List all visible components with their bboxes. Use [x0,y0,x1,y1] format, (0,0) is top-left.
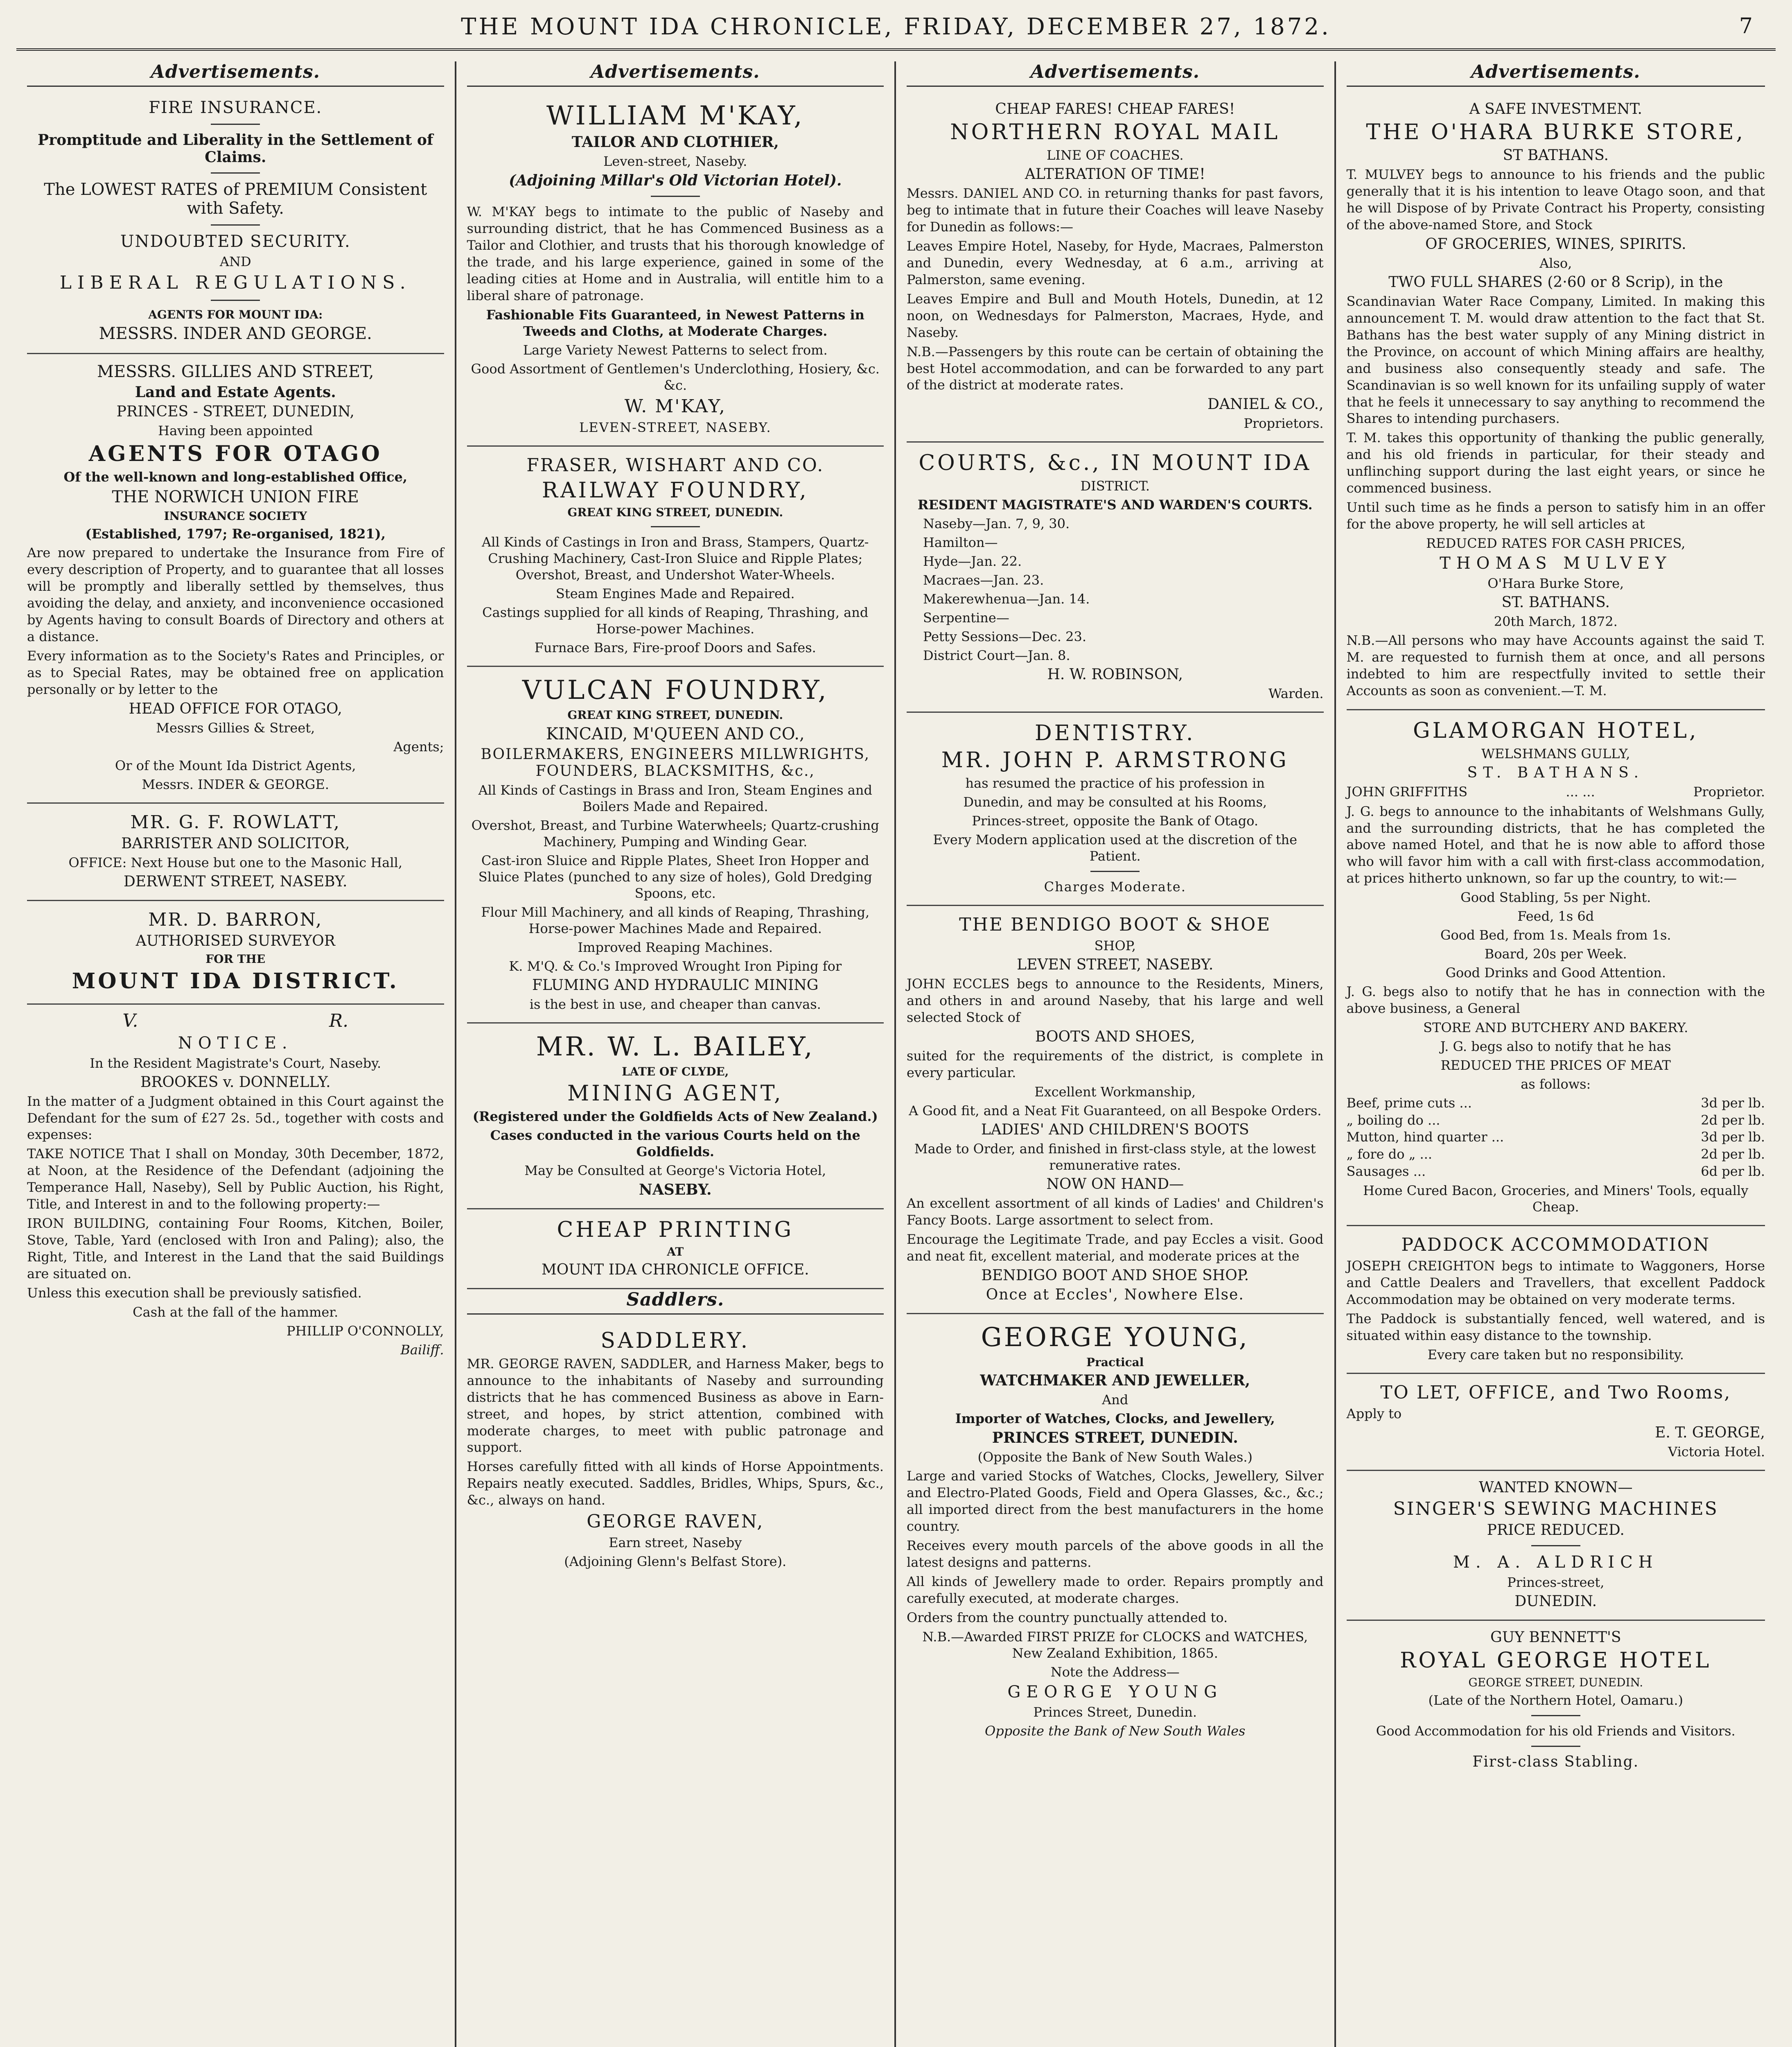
ad-body: Orders from the country punctually attended to. [907,1609,1228,1625]
ad-line: HEAD OFFICE FOR OTAGO, [129,700,342,717]
ad-body: Dunedin, and may be consulted at his Rooms, [963,794,1267,810]
ad-title: THE BENDIGO BOOT & SHOE [959,914,1271,935]
price-row [1347,1095,1765,1112]
ohara-burke-ad [1347,93,1765,710]
ad-line: AGENTS FOR OTAGO [88,441,382,466]
gillies-street-ad [27,354,444,804]
ad-title: FRASER, WISHART AND CO. [526,454,824,476]
price-value: 3d per lb. [1701,1129,1765,1145]
bendigo-ad [907,906,1324,1314]
price-item: „ boiling do ... [1346,1112,1440,1128]
ad-line: LEVEN STREET, NASEBY. [1017,956,1214,974]
ad-line: DANIEL & CO., [1207,396,1324,413]
ad-line: Or of the Mount Ida District Agents, [115,757,356,773]
columns [16,61,1776,2047]
ad-line: J. G. begs also to notify that he has [1440,1039,1671,1055]
ad-line: Once at Eccles', Nowhere Else. [986,1286,1244,1304]
separator [211,172,260,174]
paddock-ad [1347,1226,1765,1374]
ad-title: SINGER'S SEWING MACHINES [1393,1498,1718,1519]
ad-line: BOOTS AND SHOES, [1035,1028,1195,1046]
ad-line: (Opposite the Bank of New South Wales.) [977,1449,1253,1465]
ad-line: GUY BENNETT'S [1490,1629,1621,1646]
separator [211,224,260,226]
ad-line: MOUNT IDA DISTRICT. [72,968,399,994]
ad-line: AND [219,254,251,269]
ad-line: Warden. [1268,686,1324,702]
ad-line: LATE OF CLYDE, [622,1064,729,1078]
ad-line: Also, [1539,255,1572,271]
ad-line: WANTED KNOWN— [1478,1479,1633,1496]
ad-line: Promptitude and Liberality in the Settlement of Claims. [38,131,433,166]
ad-body: In the matter of a Judgment obtained in this Court against the Defendant for the sum of £27 2s. 5d., together with costs and expenses: [27,1093,444,1143]
ad-body: T. M. takes this opportunity of thanking the public generally, and his old friends in particular, for their steady and unflinching support during the last eight years, or since he commenced business. [1346,430,1765,496]
ad-line: ST. BATHANS. [1501,594,1610,611]
ad-line: Feed, 1s 6d [1517,908,1594,924]
ad-title: GEORGE YOUNG, [981,1322,1250,1353]
ad-line: GEORGE RAVEN, [587,1511,764,1532]
ad-line: DUNEDIN. [1514,1593,1597,1610]
ad-body: T. MULVEY begs to announce to his friends and the public generally that it is his intention to leave Otago soon, and that he will Dispose of by Private Contract his Property, consisting of the above-named Store, and Stock [1346,167,1765,233]
proprietor-line [1347,784,1765,801]
ad-line: BOILERMAKERS, ENGINEERS MILLWRIGHTS, FOUNDERS, BLACKSMITHS, &c., [481,746,870,779]
ad-title: ROYAL GEORGE HOTEL [1400,1648,1712,1673]
court-date: Hyde—Jan. 22. [923,554,1022,569]
ad-line: A SAFE INVESTMENT. [1469,101,1642,117]
ad-line: LEVEN-STREET, NASEBY. [579,419,772,435]
ad-line: H. W. ROBINSON, [1047,666,1183,683]
meat-price-list [1347,1095,1765,1180]
ad-body: FLUMING AND HYDRAULIC MINING [532,976,819,994]
ad-line: Good Drinks and Good Attention. [1445,965,1666,981]
ad-line: Note the Address— [1050,1664,1180,1680]
ad-line: OF GROCERIES, WINES, SPIRITS. [1425,235,1686,253]
ad-line: DISTRICT. [1080,478,1150,494]
ad-line: NOW ON HAND— [1046,1176,1184,1193]
ad-body: Are now prepared to undertake the Insurance from Fire of every description of Property, and to guarantee that all losses will be promptly and liberally settled by themselves, thus avoiding the delay, and anxiety, and inconvenience occasioned by Agents having to consult Boards of Directory and others at a distance. [27,545,444,644]
notice-ad [27,1005,444,1368]
column-1 [16,61,456,2047]
ad-title: NOTICE. [178,1033,293,1053]
ad-title: FIRE INSURANCE. [149,98,323,117]
ad-line: INSURANCE SOCIETY [164,509,307,523]
ad-body: IRON BUILDING, containing Four Rooms, Kitchen, Boiler, Stove, Table, Yard (enclosed with Iron and Paling); also, the Right, Title, and Interest in the Land that the said Buildings are situated on. [27,1216,444,1282]
ad-line: The LOWEST RATES of PREMIUM Consistent with Safety. [44,180,427,218]
ad-body: N.B.—Passengers by this route can be certain of obtaining the best Hotel accommodation, and can be forwarded to any part of the district at moderate rates. [907,343,1324,393]
ad-line: MR. JOHN P. ARMSTRONG [941,748,1289,773]
ad-body: J. G. begs also to notify that he has in connection with the above business, a General [1346,984,1765,1017]
separator [651,196,700,197]
ad-body: Scandinavian Water Race Company, Limited. In making this announcement T. M. would draw attention to the fact that St. Bathans has the best water supply of any Mining district in the Province, on account of which Mining affairs are healthy, and business also consequently steady and safe. The Scandinavian is so well known for its unfailing supply of water that he feels it unnecessary to say anything to recommend the Shares to intending purchasers. [1346,293,1765,427]
ad-line: Land and Estate Agents. [135,384,336,401]
ad-line: May be Consulted at George's Victoria Hotel, [524,1162,826,1178]
ad-body: N.B.—All persons who may have Accounts against the said T. M. are requested to furnish them at once, and all persons indebted to him are respectfully invited to settle their Accounts as soon as convenient.—T. M. [1346,633,1765,699]
ad-line: Castings supplied for all kinds of Reaping, Thrashing, and Horse-power Machines. [482,604,869,637]
ad-line: Made to Order, and finished in first-class style, at the lowest remunerative rates. [914,1141,1316,1173]
court-dates-list [907,515,1324,664]
rowlatt-ad [27,804,444,901]
ad-line: Apply to [1346,1405,1402,1421]
ad-line: Of the well-known and long-established Office, [63,469,407,485]
ad-line: Fashionable Fits Guaranteed, in Newest Patterns in Tweeds and Cloths, at Moderate Charges. [486,307,864,339]
ad-line: REDUCED THE PRICES OF MEAT [1440,1057,1671,1073]
ad-line: PRINCES - STREET, DUNEDIN, [116,403,354,420]
ad-line: LINE OF COACHES. [1046,147,1184,163]
ad-line: RAILWAY FOUNDRY, [542,478,809,503]
ad-line: GEORGE STREET, DUNEDIN. [1468,1675,1643,1689]
ad-line: (Established, 1797; Re-organised, 1821), [85,526,386,542]
ad-line: Excellent Workmanship, [1034,1084,1196,1100]
ad-line: Furnace Bars, Fire-proof Doors and Safes. [534,639,816,655]
ad-line: BROOKES v. DONNELLY. [140,1073,331,1091]
ad-line: (Late of the Northern Hotel, Oamaru.) [1428,1692,1684,1708]
ad-line: TWO FULL SHARES (2·60 or 8 Scrip), in the [1388,273,1723,291]
ad-line: THOMAS MULVEY [1440,554,1672,573]
ad-body: All kinds of Jewellery made to order. Repairs promptly and carefully executed, at moderate charges. [907,1573,1324,1606]
ad-line: FOR THE [205,952,266,966]
ad-body: Every information as to the Society's Rates and Principles, or as to Special Rates, may be obtained free on application personally or by letter to the [27,648,444,697]
column-4 [1336,61,1776,2047]
ad-line: Cash at the fall of the hammer. [133,1304,339,1320]
ad-line: Princes Street, Dunedin. [1033,1704,1197,1720]
ad-body: All Kinds of Castings in Iron and Brass, Stampers, Quartz-Crushing Machinery, Cast-Iron Sluice and Ripple Plates; Overshot, Breast, and Undershot Water-Wheels. [482,534,869,583]
ad-body: is the best in use, and cheaper than canvas. [529,996,821,1012]
ad-body: suited for the requirements of the district, is complete in every particular. [907,1048,1324,1081]
price-value: 3d per lb. [1701,1095,1765,1111]
court-date: District Court—Jan. 8. [923,648,1070,664]
ad-line: GEORGE YOUNG [1007,1682,1223,1701]
ad-line: N.B.—Awarded FIRST PRIZE for CLOCKS and WATCHES, New Zealand Exhibition, 1865. [922,1629,1308,1661]
separator [211,124,260,125]
separator [211,300,260,301]
ad-line: Princes-street, [1507,1574,1605,1590]
ad-body: Large and varied Stocks of Watches, Clocks, Jewellery, Silver and Electro-Plated Goods, Field and Opera Glasses, &c., &c.; all imported direct from the best manufacturers in the home country. [907,1468,1324,1534]
court-date: Petty Sessions—Dec. 23. [923,629,1086,645]
ad-body: Improved Reaping Machines. [578,939,773,955]
column-heading: Advertisements. [1347,61,1765,87]
ad-line: TAILOR AND CLOTHIER, [571,133,779,151]
ad-line: Victoria Hotel. [1668,1444,1765,1460]
dentistry-ad [907,713,1324,906]
separator [1531,1715,1580,1716]
ad-line: ST BATHANS. [1503,147,1609,164]
ad-line: Cases conducted in the various Courts held on the Goldfields. [490,1127,860,1159]
price-item: Beef, prime cuts ... [1346,1095,1472,1111]
column-heading: Advertisements. [907,61,1324,87]
cipher-r: R. [329,1010,349,1031]
ad-line: Good Bed, from 1s. Meals from 1s. [1440,927,1671,943]
ad-line: as follows: [1521,1076,1591,1092]
price-value: 2d per lb. [1701,1146,1765,1162]
ad-line: ST. BATHANS. [1467,764,1644,781]
ad-line: And [1102,1392,1128,1408]
ad-line: Practical [1086,1356,1144,1369]
ad-line: Board, 20s per Week. [1484,946,1627,962]
ad-line: GREAT KING STREET, DUNEDIN. [567,708,783,722]
fire-insurance-ad [27,93,444,354]
cheap-printing-ad [467,1209,884,1289]
ad-body: Encourage the Legitimate Trade, and pay Eccles a visit. Good and neat fit, excellent material, and moderate prices at the [907,1231,1324,1264]
ad-title: THE O'HARA BURKE STORE, [1366,120,1746,145]
ad-line: Charges Moderate. [1044,879,1186,895]
ad-body: has resumed the practice of his profession in [965,775,1265,791]
ad-body: JOSEPH CREIGHTON begs to intimate to Waggoners, Horse and Cattle Dealers and Travellers, that excellent Paddock Accommodation may be obtained on very moderate terms. [1346,1258,1765,1308]
top-rule [16,48,1776,51]
ad-line: W. M'KAY, [624,395,726,417]
ad-title: VULCAN FOUNDRY, [522,675,828,705]
ad-line: Having been appointed [158,423,313,438]
singer-ad [1347,1471,1765,1621]
ad-line: Steam Engines Made and Repaired. [555,585,795,601]
court-date: Naseby—Jan. 7, 9, 30. [923,516,1070,532]
column-3 [896,61,1336,2047]
ad-line: Bailiff. [400,1342,444,1358]
proprietor-dots: ... ... [1566,784,1595,800]
ad-line: Agents; [393,739,444,755]
ad-line: PRICE REDUCED. [1487,1521,1625,1539]
ad-line: MINING AGENT, [567,1081,783,1106]
ad-line: LADIES' AND CHILDREN'S BOOTS [981,1121,1249,1139]
ad-line: UNDOUBTED SECURITY. [120,232,351,251]
ad-line: CHEAP FARES! CHEAP FARES! [995,101,1235,117]
price-row [1347,1146,1765,1163]
ad-line: Large Variety Newest Patterns to select from. [523,342,828,358]
ad-line: First-class Stabling. [1472,1753,1639,1770]
glamorgan-hotel-ad [1347,710,1765,1226]
ad-title: COURTS, &c., IN MOUNT IDA [919,451,1312,476]
ad-line: Home Cured Bacon, Groceries, and Miners' Tools, equally Cheap. [1363,1183,1749,1215]
ad-line: LIBERAL REGULATIONS. [59,272,411,293]
ad-line: PHILLIP O'CONNOLLY, [286,1323,444,1339]
price-item: Sausages ... [1346,1163,1426,1179]
ad-line: WATCHMAKER AND JEWELLER, [980,1372,1250,1390]
ad-line: Proprietors. [1244,416,1324,432]
masthead-title: THE MOUNT IDA CHRONICLE, FRIDAY, DECEMBER 27, 1872. [461,13,1331,40]
ad-title: DENTISTRY. [1035,721,1196,746]
ad-title: MR. G. F. ROWLATT, [130,811,341,833]
ad-body: Messrs. DANIEL AND CO. in returning thanks for past favors, beg to intimate that in future their Coaches will leave Naseby for Dunedin as follows:— [907,185,1324,235]
ad-title: NORTHERN ROYAL MAIL [950,120,1280,145]
ad-line: AGENTS FOR MOUNT IDA: [148,308,323,321]
ad-body: TAKE NOTICE That I shall on Monday, 30th December, 1872, at Noon, at the Residence of the Defendant (adjoining the Temperance Hall, Naseby), Sell by Public Auction, his Right, Title, and Interest in and to the following property:— [27,1146,444,1212]
ad-line: O'Hara Burke Store, [1487,576,1624,592]
ad-line: STORE AND BUTCHERY AND BAKERY. [1423,1020,1688,1036]
ad-line: E. T. GEORGE, [1655,1424,1765,1441]
price-item: Mutton, hind quarter ... [1346,1129,1504,1145]
ad-body: JOHN ECCLES begs to announce to the Residents, Miners, and others in and around Naseby, that his large and well selected Stock of [907,976,1324,1026]
ad-line: REDUCED RATES FOR CASH PRICES, [1426,535,1686,551]
ad-body: J. G. begs to announce to the inhabitants of Welshmans Gully, and the surrounding districts, that he has completed the above named Hotel, and that he is now able to afford those who will favor him with a call with first-class accommodation, at prices hitherto unknown, so far up the country, to wit:— [1346,803,1765,886]
court-date: Serpentine— [923,610,1009,626]
ad-line: PRINCES STREET, DUNEDIN. [992,1429,1238,1447]
price-row [1347,1112,1765,1129]
separator [651,526,700,527]
ad-line: MOUNT IDA CHRONICLE OFFICE. [541,1261,809,1278]
ad-body: Every Modern application used at the discretion of the Patient. [933,832,1298,864]
ad-body: MR. GEORGE RAVEN, SADDLER, and Harness Maker, begs to announce to the inhabitants of Naseby and surrounding districts that he has commenced Business as above in Earn-street, and hopes, by strict attention, combined with moderate charges, to meet with public patronage and support. [467,1356,884,1455]
to-let-ad [1347,1374,1765,1471]
court-date: Hamilton— [923,535,998,551]
ad-body: Receives every mouth parcels of the above goods in all the latest designs and patterns. [907,1537,1324,1570]
ad-line: DERWENT STREET, NASEBY. [124,873,348,890]
ad-line: Good Accommodation for his old Friends and Visitors. [1376,1723,1736,1739]
masthead [25,8,1767,45]
ad-body: Overshot, Breast, and Turbine Waterwheels; Quartz-crushing Machinery, Pumping and Winding Gear. [471,817,879,850]
court-date: Makerewhenua—Jan. 14. [923,591,1090,607]
ad-line: ALTERATION OF TIME! [1025,166,1205,183]
ad-line: Messrs Gillies & Street, [156,720,315,736]
ad-body: All Kinds of Castings in Brass and Iron, Steam Engines and Boilers Made and Repaired. [478,782,872,814]
ad-body: W. M'KAY begs to intimate to the public of Naseby and surrounding district, that he has Commenced Business as a Tailor and Clothier, and trusts that his thorough knowledge of the trade, and his large experience, gained in some of the leading cities at Home and in Australia, will entitle him to a liberal share of patronage. [467,204,884,303]
courts-ad [907,443,1324,713]
ad-line: THE NORWICH UNION FIRE [112,488,359,506]
ad-line: Opposite the Bank of New South Wales [985,1723,1246,1739]
ad-line: MESSRS. INDER AND GEORGE. [99,324,372,343]
price-row [1347,1163,1765,1180]
section-heading-saddlers: Saddlers. [467,1289,884,1315]
ad-body: Cast-iron Sluice and Ripple Plates, Sheet Iron Hopper and Sluice Plates (punched to any size of holes), Gold Dredging Spoons, etc. [478,852,872,901]
column-heading: Advertisements. [27,61,444,87]
ad-title: CHEAP PRINTING [557,1217,794,1242]
separator [1531,1746,1580,1747]
ad-body: Until such time as he finds a person to satisfy him in an offer for the above property, he will sell articles at [1346,499,1765,532]
ad-line: OFFICE: Next House but one to the Masonic Hall, [68,854,402,870]
ad-title: MR. W. L. BAILEY, [536,1031,815,1062]
ad-body: Leaves Empire Hotel, Naseby, for Hyde, Macraes, Palmerston and Dunedin, every Wednesday, at 6 a.m., arriving at Palmerston, same evening. [907,238,1324,287]
price-item: „ fore do „ ... [1346,1146,1432,1162]
ad-line: BENDIGO BOOT AND SHOE SHOP. [981,1267,1249,1284]
page-number: 7 [1739,14,1755,38]
ad-line: Earn street, Naseby [609,1535,742,1551]
ad-body: An excellent assortment of all kinds of Ladies' and Children's Fancy Boots. Large assortment to select from. [907,1195,1324,1228]
ad-title: MR. D. BARRON, [148,909,323,930]
mkay-ad [467,93,884,447]
price-value: 6d per lb. [1701,1163,1765,1179]
column-2 [456,61,896,2047]
ad-line: AUTHORISED SURVEYOR [135,932,335,949]
royal-mail-ad [907,93,1324,443]
barron-ad [27,901,444,1005]
ad-line: A Good fit, and a Neat Fit Guaranteed, on all Bespoke Orders. [909,1103,1322,1119]
ad-line: NASEBY. [639,1181,712,1198]
ad-line: In the Resident Magistrate's Court, Naseby. [90,1055,381,1071]
ad-body: The Paddock is substantially fenced, well watered, and is situated within easy distance to the township. [1346,1311,1765,1344]
ad-title: SADDLERY. [600,1328,750,1353]
ad-line: Every care taken but no responsibility. [1427,1347,1684,1362]
ad-line: 20th March, 1872. [1494,614,1618,630]
fraser-ad [467,447,884,667]
george-young-ad [907,1314,1324,1749]
ad-title: GLAMORGAN HOTEL, [1413,718,1699,743]
vulcan-ad [467,667,884,1024]
ad-line: RESIDENT MAGISTRATE'S AND WARDEN'S COURTS. [917,497,1313,513]
cipher-v: V. [122,1010,138,1031]
ad-line: Importer of Watches, Clocks, and Jewellery, [955,1411,1275,1427]
ad-line: (Adjoining Glenn's Belfast Store). [564,1554,787,1570]
ad-line: GREAT KING STREET, DUNEDIN. [567,505,783,519]
ad-line: WELSHMANS GULLY, [1481,746,1630,761]
ad-line: BARRISTER AND SOLICITOR, [121,835,350,852]
separator [1531,1545,1580,1546]
royal-george-ad [1347,1621,1765,1780]
ad-body: Leaves Empire and Bull and Mouth Hotels, Dunedin, at 12 noon, on Wednesdays for Palmerston, Macraes, Hyde, and Naseby. [907,291,1324,340]
bailey-ad [467,1024,884,1209]
column-heading: Advertisements. [467,61,884,87]
saddlery-ad [467,1320,884,1580]
ad-title: MESSRS. GILLIES AND STREET, [97,362,374,381]
price-row [1347,1129,1765,1146]
court-date: Macraes—Jan. 23. [923,572,1044,588]
ad-line: Leven-street, Naseby. [603,154,747,169]
proprietor-name: JOHN GRIFFITHS [1346,784,1468,800]
ad-line: SHOP, [1094,938,1136,954]
ad-line: Good Assortment of Gentlemen's Underclothing, Hosiery, &c. &c. [471,361,880,393]
ad-body: Princes-street, opposite the Bank of Otago. [972,813,1259,829]
price-value: 2d per lb. [1701,1112,1765,1128]
ad-line: Good Stabling, 5s per Night. [1460,890,1651,906]
ad-body: Horses carefully fitted with all kinds of Horse Appointments. Repairs neatly executed. Saddles, Bridles, Whips, Spurs, &c., &c., always on hand. [467,1459,884,1508]
ad-line: Messrs. INDER & GEORGE. [142,776,330,792]
ad-title: WILLIAM M'KAY, [546,101,804,131]
ad-line: AT [667,1245,684,1258]
ad-title: PADDOCK ACCOMMODATION [1401,1234,1711,1256]
ad-line: KINCAID, M'QUEEN AND CO., [546,724,805,743]
ad-title: TO LET, OFFICE, and Two Rooms, [1380,1382,1731,1403]
separator [1090,871,1140,872]
ad-body: Flour Mill Machinery, and all kinds of Reaping, Thrashing, Horse-power Machines Made and Repaired. [481,904,870,936]
ad-line: (Registered under the Goldfields Acts of New Zealand.) [472,1108,878,1124]
ad-body: Unless this execution shall be previously satisfied. [27,1285,362,1301]
proprietor-role: Proprietor. [1693,784,1765,800]
ad-line: M. A. ALDRICH [1453,1552,1659,1572]
ad-line: (Adjoining Millar's Old Victorian Hotel). [509,172,842,189]
ad-body: K. M'Q. & Co.'s Improved Wrought Iron Piping for [509,958,842,974]
royal-cipher [27,1010,444,1031]
